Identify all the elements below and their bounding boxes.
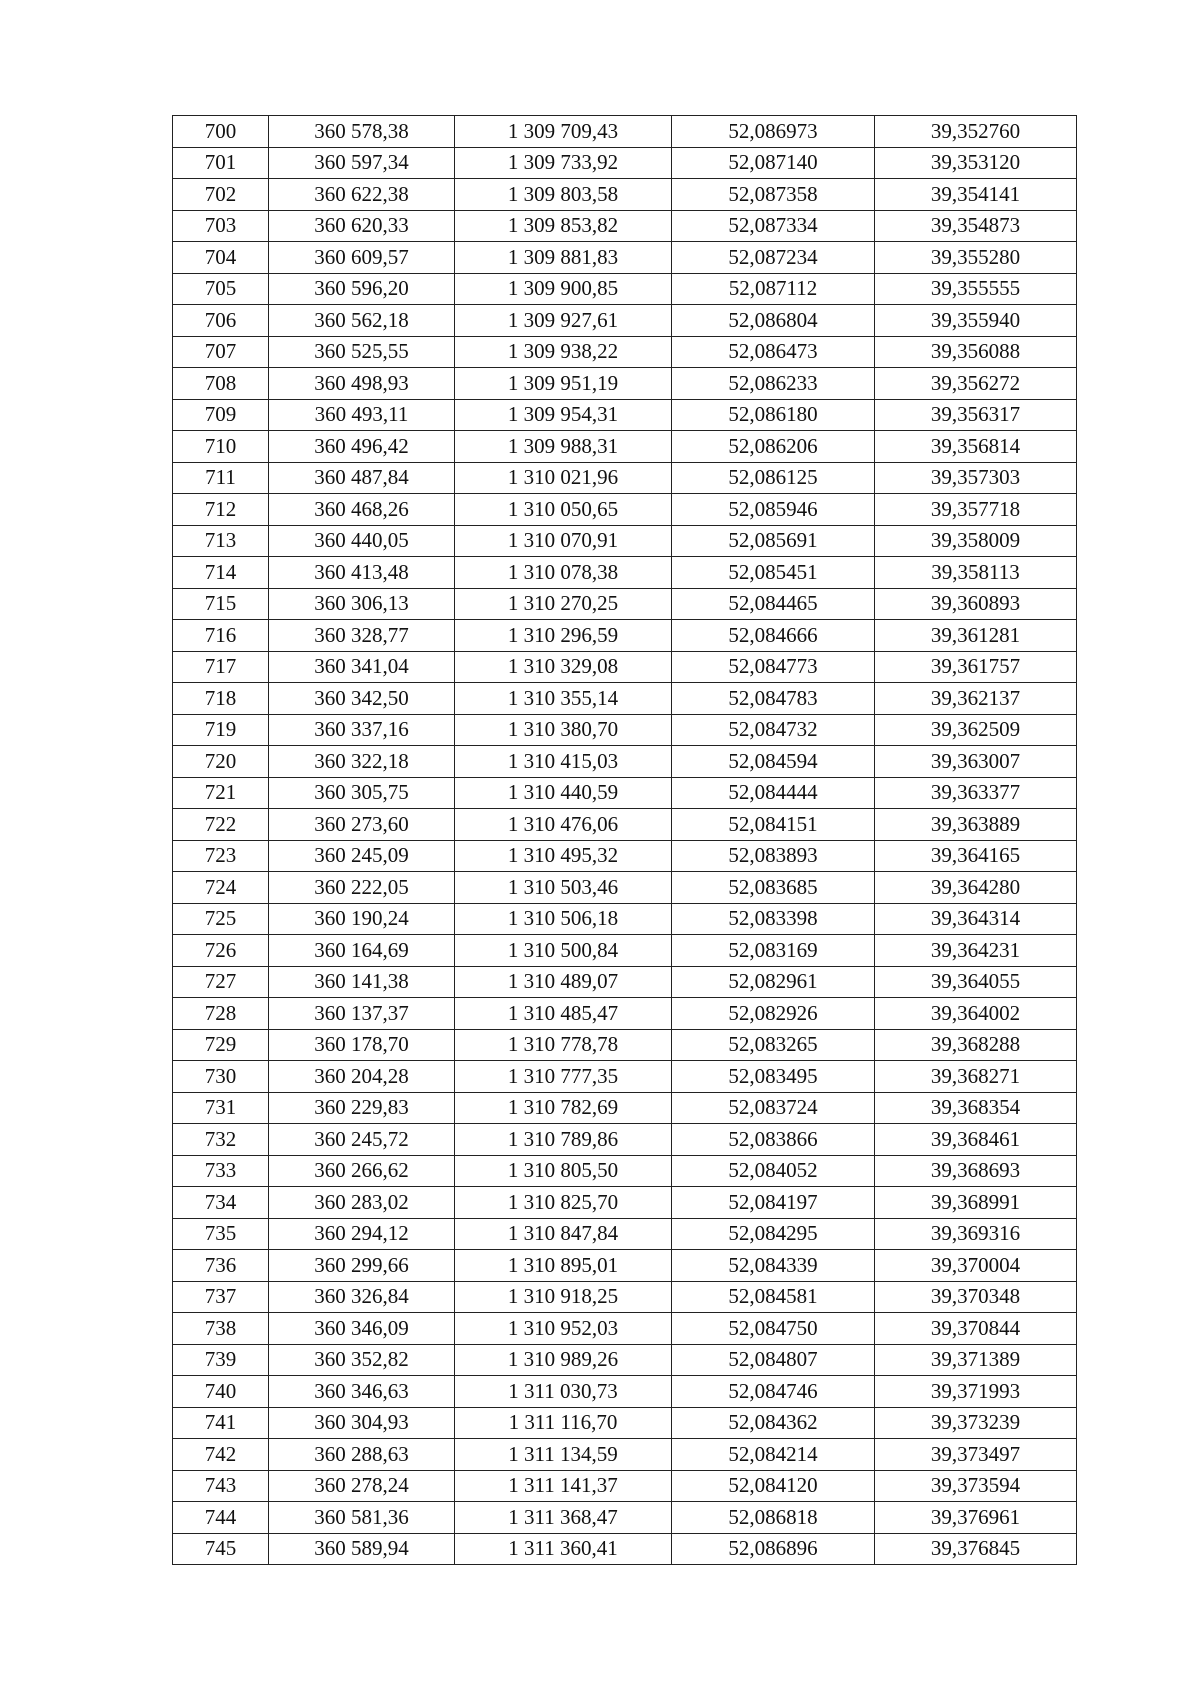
table-row [173,746,1077,778]
y-coordinate-cell: 1 310 778,78 [455,1029,672,1061]
latitude-cell: 52,084807 [672,1344,875,1376]
x-coordinate-cell: 360 346,63 [269,1376,455,1408]
longitude-cell: 39,376961 [875,1502,1077,1534]
point-number-cell: 702 [173,179,269,211]
latitude-cell: 52,084594 [672,746,875,778]
latitude-cell: 52,084666 [672,620,875,652]
y-coordinate-cell: 1 310 777,35 [455,1061,672,1093]
x-coordinate-cell: 360 493,11 [269,399,455,431]
table-row [173,557,1077,589]
longitude-cell: 39,362137 [875,683,1077,715]
table-row [173,1250,1077,1282]
x-coordinate-cell: 360 498,93 [269,368,455,400]
latitude-cell: 52,085691 [672,525,875,557]
longitude-cell: 39,364280 [875,872,1077,904]
x-coordinate-cell: 360 178,70 [269,1029,455,1061]
y-coordinate-cell: 1 309 927,61 [455,305,672,337]
x-coordinate-cell: 360 346,09 [269,1313,455,1345]
longitude-cell: 39,361757 [875,651,1077,683]
coordinates-table-body [173,116,1077,1565]
table-row [173,651,1077,683]
latitude-cell: 52,087334 [672,210,875,242]
y-coordinate-cell: 1 309 803,58 [455,179,672,211]
point-number-cell: 734 [173,1187,269,1219]
longitude-cell: 39,352760 [875,116,1077,148]
point-number-cell: 700 [173,116,269,148]
table-row [173,462,1077,494]
x-coordinate-cell: 360 609,57 [269,242,455,274]
point-number-cell: 711 [173,462,269,494]
longitude-cell: 39,368991 [875,1187,1077,1219]
y-coordinate-cell: 1 310 485,47 [455,998,672,1030]
point-number-cell: 730 [173,1061,269,1093]
longitude-cell: 39,354873 [875,210,1077,242]
point-number-cell: 731 [173,1092,269,1124]
longitude-cell: 39,373594 [875,1470,1077,1502]
latitude-cell: 52,082926 [672,998,875,1030]
y-coordinate-cell: 1 310 329,08 [455,651,672,683]
y-coordinate-cell: 1 310 070,91 [455,525,672,557]
table-row [173,1029,1077,1061]
longitude-cell: 39,373239 [875,1407,1077,1439]
table-row [173,1407,1077,1439]
latitude-cell: 52,084746 [672,1376,875,1408]
x-coordinate-cell: 360 204,28 [269,1061,455,1093]
x-coordinate-cell: 360 596,20 [269,273,455,305]
table-row [173,714,1077,746]
x-coordinate-cell: 360 288,63 [269,1439,455,1471]
x-coordinate-cell: 360 137,37 [269,998,455,1030]
latitude-cell: 52,084214 [672,1439,875,1471]
x-coordinate-cell: 360 299,66 [269,1250,455,1282]
table-row [173,903,1077,935]
y-coordinate-cell: 1 310 270,25 [455,588,672,620]
table-row [173,1502,1077,1534]
x-coordinate-cell: 360 190,24 [269,903,455,935]
latitude-cell: 52,086818 [672,1502,875,1534]
x-coordinate-cell: 360 620,33 [269,210,455,242]
y-coordinate-cell: 1 310 415,03 [455,746,672,778]
latitude-cell: 52,086180 [672,399,875,431]
table-row [173,525,1077,557]
longitude-cell: 39,356814 [875,431,1077,463]
y-coordinate-cell: 1 310 503,46 [455,872,672,904]
table-row [173,1218,1077,1250]
longitude-cell: 39,356272 [875,368,1077,400]
longitude-cell: 39,364055 [875,966,1077,998]
y-coordinate-cell: 1 310 380,70 [455,714,672,746]
x-coordinate-cell: 360 468,26 [269,494,455,526]
longitude-cell: 39,358009 [875,525,1077,557]
x-coordinate-cell: 360 597,34 [269,147,455,179]
point-number-cell: 723 [173,840,269,872]
y-coordinate-cell: 1 311 141,37 [455,1470,672,1502]
longitude-cell: 39,362509 [875,714,1077,746]
x-coordinate-cell: 360 222,05 [269,872,455,904]
latitude-cell: 52,084197 [672,1187,875,1219]
x-coordinate-cell: 360 337,16 [269,714,455,746]
y-coordinate-cell: 1 310 355,14 [455,683,672,715]
x-coordinate-cell: 360 245,72 [269,1124,455,1156]
latitude-cell: 52,084783 [672,683,875,715]
latitude-cell: 52,083265 [672,1029,875,1061]
x-coordinate-cell: 360 328,77 [269,620,455,652]
latitude-cell: 52,087234 [672,242,875,274]
table-row [173,399,1077,431]
point-number-cell: 722 [173,809,269,841]
y-coordinate-cell: 1 310 050,65 [455,494,672,526]
latitude-cell: 52,083495 [672,1061,875,1093]
y-coordinate-cell: 1 311 368,47 [455,1502,672,1534]
longitude-cell: 39,360893 [875,588,1077,620]
point-number-cell: 715 [173,588,269,620]
table-row [173,494,1077,526]
y-coordinate-cell: 1 310 078,38 [455,557,672,589]
latitude-cell: 52,084120 [672,1470,875,1502]
latitude-cell: 52,085451 [672,557,875,589]
table-row [173,1092,1077,1124]
point-number-cell: 729 [173,1029,269,1061]
x-coordinate-cell: 360 562,18 [269,305,455,337]
point-number-cell: 704 [173,242,269,274]
longitude-cell: 39,364165 [875,840,1077,872]
table-row [173,1533,1077,1565]
table-row [173,1313,1077,1345]
longitude-cell: 39,363889 [875,809,1077,841]
y-coordinate-cell: 1 311 134,59 [455,1439,672,1471]
table-row [173,305,1077,337]
latitude-cell: 52,084295 [672,1218,875,1250]
longitude-cell: 39,364231 [875,935,1077,967]
latitude-cell: 52,087140 [672,147,875,179]
table-row [173,935,1077,967]
y-coordinate-cell: 1 309 881,83 [455,242,672,274]
x-coordinate-cell: 360 352,82 [269,1344,455,1376]
longitude-cell: 39,368354 [875,1092,1077,1124]
point-number-cell: 737 [173,1281,269,1313]
y-coordinate-cell: 1 310 895,01 [455,1250,672,1282]
point-number-cell: 712 [173,494,269,526]
y-coordinate-cell: 1 309 951,19 [455,368,672,400]
point-number-cell: 744 [173,1502,269,1534]
y-coordinate-cell: 1 310 989,26 [455,1344,672,1376]
point-number-cell: 707 [173,336,269,368]
point-number-cell: 732 [173,1124,269,1156]
y-coordinate-cell: 1 310 021,96 [455,462,672,494]
y-coordinate-cell: 1 311 030,73 [455,1376,672,1408]
point-number-cell: 708 [173,368,269,400]
longitude-cell: 39,368461 [875,1124,1077,1156]
y-coordinate-cell: 1 310 825,70 [455,1187,672,1219]
y-coordinate-cell: 1 310 918,25 [455,1281,672,1313]
latitude-cell: 52,084581 [672,1281,875,1313]
x-coordinate-cell: 360 342,50 [269,683,455,715]
longitude-cell: 39,368288 [875,1029,1077,1061]
y-coordinate-cell: 1 310 495,32 [455,840,672,872]
table-row [173,116,1077,148]
y-coordinate-cell: 1 310 476,06 [455,809,672,841]
point-number-cell: 745 [173,1533,269,1565]
longitude-cell: 39,368271 [875,1061,1077,1093]
y-coordinate-cell: 1 310 952,03 [455,1313,672,1345]
y-coordinate-cell: 1 310 847,84 [455,1218,672,1250]
point-number-cell: 726 [173,935,269,967]
table-row [173,620,1077,652]
latitude-cell: 52,083724 [672,1092,875,1124]
point-number-cell: 724 [173,872,269,904]
x-coordinate-cell: 360 525,55 [269,336,455,368]
longitude-cell: 39,370348 [875,1281,1077,1313]
latitude-cell: 52,083893 [672,840,875,872]
y-coordinate-cell: 1 310 805,50 [455,1155,672,1187]
latitude-cell: 52,084339 [672,1250,875,1282]
y-coordinate-cell: 1 310 782,69 [455,1092,672,1124]
longitude-cell: 39,369316 [875,1218,1077,1250]
point-number-cell: 725 [173,903,269,935]
point-number-cell: 727 [173,966,269,998]
longitude-cell: 39,371993 [875,1376,1077,1408]
y-coordinate-cell: 1 309 938,22 [455,336,672,368]
longitude-cell: 39,356088 [875,336,1077,368]
longitude-cell: 39,355555 [875,273,1077,305]
longitude-cell: 39,354141 [875,179,1077,211]
table-row [173,1187,1077,1219]
longitude-cell: 39,357303 [875,462,1077,494]
x-coordinate-cell: 360 141,38 [269,966,455,998]
longitude-cell: 39,353120 [875,147,1077,179]
x-coordinate-cell: 360 283,02 [269,1187,455,1219]
point-number-cell: 739 [173,1344,269,1376]
y-coordinate-cell: 1 309 709,43 [455,116,672,148]
y-coordinate-cell: 1 311 360,41 [455,1533,672,1565]
table-row [173,1281,1077,1313]
table-row [173,1061,1077,1093]
x-coordinate-cell: 360 322,18 [269,746,455,778]
latitude-cell: 52,084750 [672,1313,875,1345]
y-coordinate-cell: 1 309 900,85 [455,273,672,305]
x-coordinate-cell: 360 341,04 [269,651,455,683]
latitude-cell: 52,086804 [672,305,875,337]
longitude-cell: 39,355280 [875,242,1077,274]
latitude-cell: 52,086125 [672,462,875,494]
table-row [173,998,1077,1030]
table-row [173,368,1077,400]
table-row [173,242,1077,274]
point-number-cell: 741 [173,1407,269,1439]
latitude-cell: 52,083398 [672,903,875,935]
point-number-cell: 710 [173,431,269,463]
x-coordinate-cell: 360 496,42 [269,431,455,463]
y-coordinate-cell: 1 309 853,82 [455,210,672,242]
table-row [173,1376,1077,1408]
latitude-cell: 52,087112 [672,273,875,305]
table-row [173,1344,1077,1376]
y-coordinate-cell: 1 309 954,31 [455,399,672,431]
table-row [173,1439,1077,1471]
latitude-cell: 52,083866 [672,1124,875,1156]
table-row [173,147,1077,179]
x-coordinate-cell: 360 229,83 [269,1092,455,1124]
point-number-cell: 714 [173,557,269,589]
table-row [173,1470,1077,1502]
latitude-cell: 52,086896 [672,1533,875,1565]
coordinates-table [172,115,1077,1565]
y-coordinate-cell: 1 311 116,70 [455,1407,672,1439]
table-row [173,588,1077,620]
point-number-cell: 719 [173,714,269,746]
x-coordinate-cell: 360 294,12 [269,1218,455,1250]
y-coordinate-cell: 1 309 733,92 [455,147,672,179]
x-coordinate-cell: 360 413,48 [269,557,455,589]
x-coordinate-cell: 360 245,09 [269,840,455,872]
x-coordinate-cell: 360 306,13 [269,588,455,620]
table-row [173,809,1077,841]
point-number-cell: 705 [173,273,269,305]
longitude-cell: 39,370844 [875,1313,1077,1345]
point-number-cell: 716 [173,620,269,652]
point-number-cell: 717 [173,651,269,683]
table-row [173,336,1077,368]
x-coordinate-cell: 360 273,60 [269,809,455,841]
x-coordinate-cell: 360 578,38 [269,116,455,148]
point-number-cell: 721 [173,777,269,809]
x-coordinate-cell: 360 326,84 [269,1281,455,1313]
point-number-cell: 743 [173,1470,269,1502]
y-coordinate-cell: 1 310 789,86 [455,1124,672,1156]
latitude-cell: 52,084151 [672,809,875,841]
latitude-cell: 52,084052 [672,1155,875,1187]
point-number-cell: 701 [173,147,269,179]
table-row [173,273,1077,305]
latitude-cell: 52,084444 [672,777,875,809]
point-number-cell: 735 [173,1218,269,1250]
table-row [173,683,1077,715]
y-coordinate-cell: 1 310 506,18 [455,903,672,935]
latitude-cell: 52,084732 [672,714,875,746]
longitude-cell: 39,371389 [875,1344,1077,1376]
table-row [173,840,1077,872]
longitude-cell: 39,376845 [875,1533,1077,1565]
point-number-cell: 709 [173,399,269,431]
point-number-cell: 713 [173,525,269,557]
x-coordinate-cell: 360 266,62 [269,1155,455,1187]
y-coordinate-cell: 1 310 296,59 [455,620,672,652]
longitude-cell: 39,356317 [875,399,1077,431]
y-coordinate-cell: 1 309 988,31 [455,431,672,463]
x-coordinate-cell: 360 305,75 [269,777,455,809]
table-row [173,966,1077,998]
latitude-cell: 52,083685 [672,872,875,904]
latitude-cell: 52,086233 [672,368,875,400]
longitude-cell: 39,355940 [875,305,1077,337]
longitude-cell: 39,358113 [875,557,1077,589]
point-number-cell: 742 [173,1439,269,1471]
table-row [173,1155,1077,1187]
table-row [173,777,1077,809]
latitude-cell: 52,086473 [672,336,875,368]
latitude-cell: 52,083169 [672,935,875,967]
table-row [173,872,1077,904]
latitude-cell: 52,087358 [672,179,875,211]
longitude-cell: 39,363377 [875,777,1077,809]
x-coordinate-cell: 360 581,36 [269,1502,455,1534]
latitude-cell: 52,084362 [672,1407,875,1439]
latitude-cell: 52,086973 [672,116,875,148]
y-coordinate-cell: 1 310 500,84 [455,935,672,967]
latitude-cell: 52,085946 [672,494,875,526]
longitude-cell: 39,373497 [875,1439,1077,1471]
x-coordinate-cell: 360 304,93 [269,1407,455,1439]
latitude-cell: 52,084465 [672,588,875,620]
point-number-cell: 733 [173,1155,269,1187]
longitude-cell: 39,368693 [875,1155,1077,1187]
x-coordinate-cell: 360 164,69 [269,935,455,967]
x-coordinate-cell: 360 440,05 [269,525,455,557]
x-coordinate-cell: 360 622,38 [269,179,455,211]
longitude-cell: 39,357718 [875,494,1077,526]
x-coordinate-cell: 360 278,24 [269,1470,455,1502]
longitude-cell: 39,361281 [875,620,1077,652]
point-number-cell: 740 [173,1376,269,1408]
table-row [173,179,1077,211]
latitude-cell: 52,082961 [672,966,875,998]
longitude-cell: 39,364002 [875,998,1077,1030]
latitude-cell: 52,086206 [672,431,875,463]
x-coordinate-cell: 360 487,84 [269,462,455,494]
point-number-cell: 738 [173,1313,269,1345]
longitude-cell: 39,370004 [875,1250,1077,1282]
point-number-cell: 728 [173,998,269,1030]
point-number-cell: 720 [173,746,269,778]
latitude-cell: 52,084773 [672,651,875,683]
table-row [173,210,1077,242]
table-row [173,1124,1077,1156]
longitude-cell: 39,363007 [875,746,1077,778]
y-coordinate-cell: 1 310 489,07 [455,966,672,998]
point-number-cell: 736 [173,1250,269,1282]
point-number-cell: 718 [173,683,269,715]
y-coordinate-cell: 1 310 440,59 [455,777,672,809]
table-row [173,431,1077,463]
longitude-cell: 39,364314 [875,903,1077,935]
x-coordinate-cell: 360 589,94 [269,1533,455,1565]
point-number-cell: 703 [173,210,269,242]
point-number-cell: 706 [173,305,269,337]
